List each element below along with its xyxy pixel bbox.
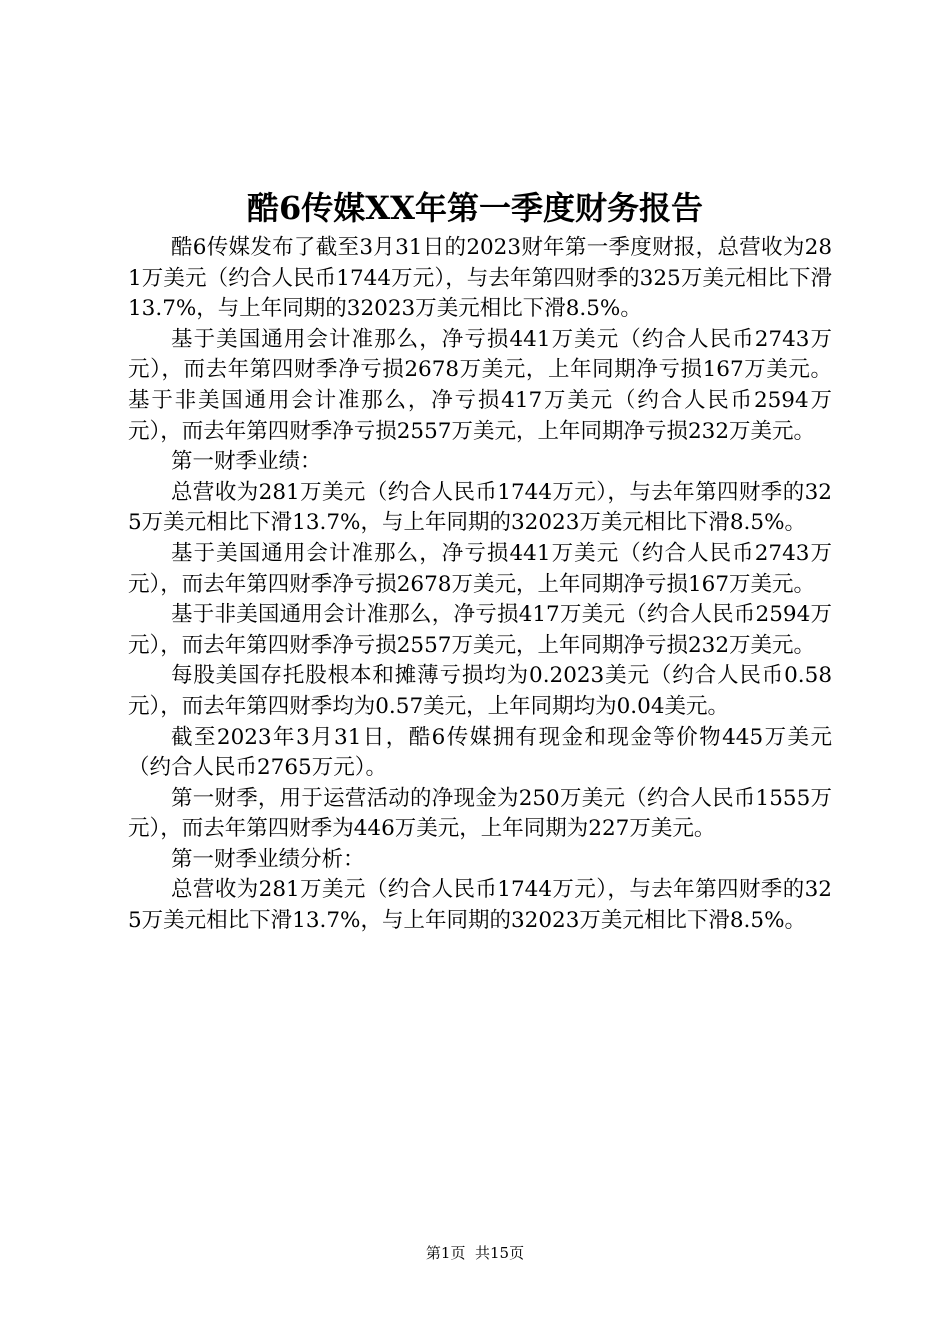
- page-number: 第1页: [425, 1244, 466, 1262]
- paragraph: 总营收为281万美元（约合人民币1744万元），与去年第四财季的325万美元相比下滑13.7%，与上年同期的32023万美元相比下滑8.5%。: [128, 877, 832, 934]
- page-footer: [0, 1243, 950, 1263]
- document-title: 酷6传媒XX年第一季度财务报告: [247, 189, 703, 227]
- section-heading: 第一财季业绩分析：: [171, 846, 365, 872]
- paragraph: 酷6传媒发布了截至3月31日的2023财年第一季度财报，总营收为281万美元（约合人民币1744万元），与去年第四财季的325万美元相比下滑13.7%，与上年同期的32023万美元相比下滑8.5%。: [128, 235, 832, 322]
- page-total: 共15页: [475, 1244, 525, 1262]
- paragraph: 基于非美国通用会计准那么，净亏损417万美元（约合人民币2594万元），而去年第四财季净亏损2557万美元，上年同期净亏损232万美元。: [128, 602, 832, 658]
- paragraph: 截至2023年3月31日，酷6传媒拥有现金和现金等价物445万美元（约合人民币2765万元）。: [128, 724, 832, 781]
- document-body: [128, 233, 832, 937]
- paragraph: 每股美国存托股根本和摊薄亏损均为0.2023美元（约合人民币0.58元），而去年第四财季均为0.57美元，上年同期均为0.04美元。: [128, 663, 832, 719]
- section-heading: 第一财季业绩：: [171, 449, 322, 475]
- paragraph: 总营收为281万美元（约合人民币1744万元），与去年第四财季的325万美元相比下滑13.7%，与上年同期的32023万美元相比下滑8.5%。: [128, 479, 832, 536]
- paragraph: 基于美国通用会计准那么，净亏损441万美元（约合人民币2743万元），而去年第四财季净亏损2678万美元，上年同期净亏损167万美元。: [128, 540, 832, 597]
- paragraph: 基于美国通用会计准那么，净亏损441万美元（约合人民币2743万元），而去年第四财季净亏损2678万美元，上年同期净亏损167万美元。基于非美国通用会计准那么，净亏损417万美元（约合人民币2594万元），而去年第四财季净亏损2557万美元，上年同期净亏损232万美元。: [128, 326, 832, 444]
- paragraph: 第一财季，用于运营活动的净现金为250万美元（约合人民币1555万元），而去年第四财季为446万美元，上年同期为227万美元。: [128, 785, 832, 842]
